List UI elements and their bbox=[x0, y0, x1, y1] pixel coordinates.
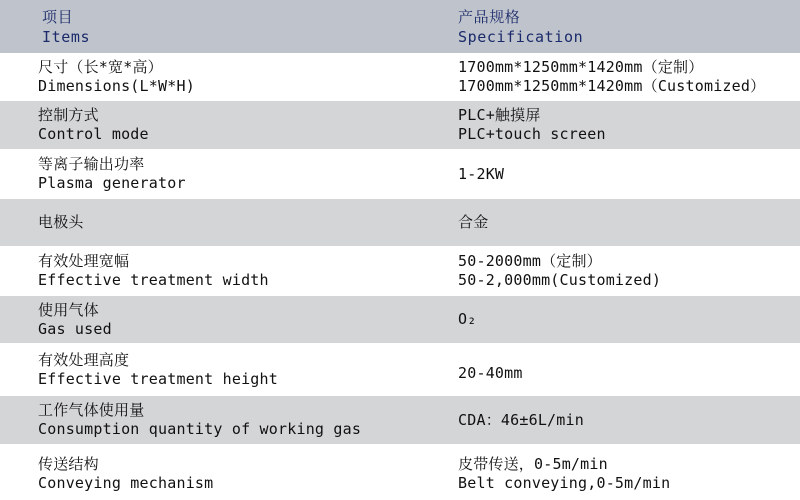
table-row-electrode bbox=[0, 199, 800, 246]
item-cell bbox=[38, 152, 438, 196]
item-en: Consumption quantity of working gas bbox=[38, 420, 362, 438]
item-zh: 控制方式 bbox=[38, 106, 99, 124]
item-zh: 传送结构 bbox=[38, 454, 99, 473]
item-zh: 有效处理宽幅 bbox=[38, 252, 130, 270]
table-row-control-mode bbox=[0, 101, 800, 149]
header-items-cell bbox=[42, 0, 442, 53]
item-zh: 电极头 bbox=[38, 213, 84, 231]
spec-line-1: 20-40mm bbox=[458, 364, 523, 382]
item-en: Dimensions(L*W*H) bbox=[38, 77, 195, 95]
item-cell bbox=[38, 101, 438, 149]
spec-cell bbox=[458, 447, 798, 500]
table-row-dimensions bbox=[0, 56, 800, 98]
spec-cell bbox=[458, 396, 798, 444]
header-items-en: Items bbox=[42, 27, 91, 46]
spec-line-1: PLC+触摸屏 bbox=[458, 106, 541, 124]
item-cell bbox=[38, 346, 438, 393]
spec-line-2: PLC+touch screen bbox=[458, 125, 606, 143]
item-cell bbox=[38, 56, 438, 98]
spec-line-2: Belt conveying,0-5m/min bbox=[458, 473, 671, 492]
spec-line-1: 1-2KW bbox=[458, 164, 505, 183]
item-zh: 使用气体 bbox=[38, 300, 99, 319]
table-header-row bbox=[0, 0, 800, 53]
spec-line-1: O₂ bbox=[458, 310, 477, 328]
item-cell bbox=[38, 199, 438, 246]
item-en: Plasma generator bbox=[38, 174, 186, 192]
table-row-gas-used bbox=[0, 296, 800, 343]
spec-cell bbox=[458, 346, 798, 393]
spec-cell bbox=[458, 56, 798, 98]
item-en: Effective treatment height bbox=[38, 369, 278, 388]
header-spec-zh: 产品规格 bbox=[458, 7, 521, 26]
item-cell bbox=[38, 296, 438, 343]
header-spec-cell bbox=[458, 0, 798, 53]
item-zh: 等离子输出功率 bbox=[38, 155, 145, 173]
spec-line-1: 50-2000mm（定制） bbox=[458, 252, 602, 270]
spec-line-1: 合金 bbox=[458, 213, 489, 231]
spec-line-2: 50-2,000mm(Customized) bbox=[458, 271, 662, 289]
item-cell bbox=[38, 396, 438, 444]
spec-cell bbox=[458, 152, 798, 196]
item-zh: 有效处理高度 bbox=[38, 350, 130, 369]
table-row-treatment-height bbox=[0, 346, 800, 393]
item-en: Control mode bbox=[38, 125, 149, 143]
spec-cell bbox=[458, 296, 798, 343]
spec-line-1: CDA：46±6L/min bbox=[458, 410, 584, 429]
spec-cell bbox=[458, 199, 798, 246]
table-row-gas-consumption bbox=[0, 396, 800, 444]
table-row-treatment-width bbox=[0, 249, 800, 293]
item-zh: 尺寸（长*宽*高） bbox=[38, 58, 163, 76]
table-row-plasma-generator bbox=[0, 152, 800, 196]
item-cell bbox=[38, 447, 438, 500]
item-zh: 工作气体使用量 bbox=[38, 401, 145, 419]
spec-line-1: 皮带传送，0-5m/min bbox=[458, 454, 608, 473]
spec-cell bbox=[458, 249, 798, 293]
item-en: Gas used bbox=[38, 319, 112, 338]
item-cell bbox=[38, 249, 438, 293]
header-spec-en: Specification bbox=[458, 27, 584, 46]
table-row-conveying bbox=[0, 447, 800, 500]
spec-line-2: 1700mm*1250mm*1420mm（Customized） bbox=[458, 77, 766, 95]
header-items-zh: 项目 bbox=[42, 7, 74, 26]
item-en: Conveying mechanism bbox=[38, 473, 214, 492]
spec-line-1: 1700mm*1250mm*1420mm（定制） bbox=[458, 58, 704, 76]
item-en: Effective treatment width bbox=[38, 271, 269, 289]
spec-cell bbox=[458, 101, 798, 149]
